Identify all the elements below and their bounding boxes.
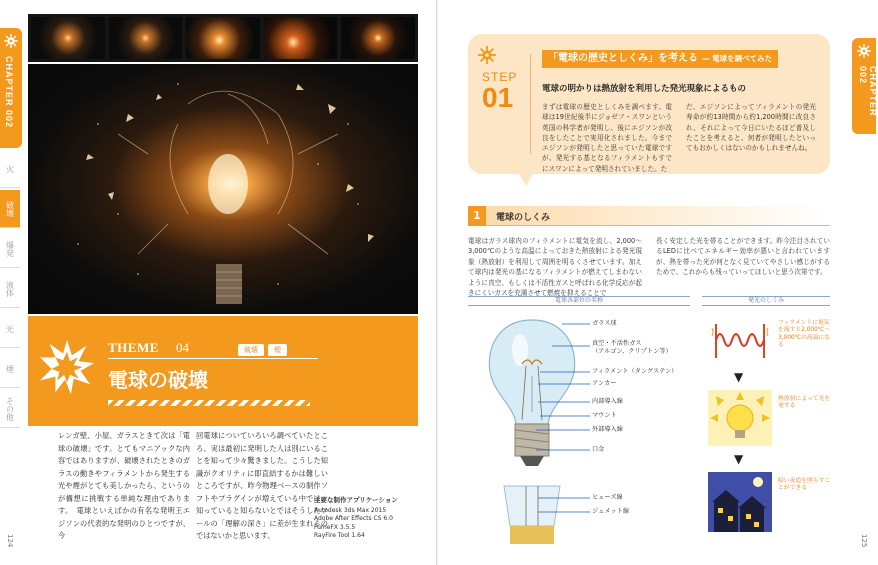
part-label-fuse: ヒューズ線 [592,494,623,501]
step-box [468,34,830,174]
app-item: Adobe After Effects CS 6.0 [314,515,393,523]
arrow-down-icon: ▼ [734,370,744,384]
section-header [468,206,830,226]
thumbnail-frame [109,17,183,59]
nav-item-liquid[interactable]: 液体 [0,270,20,308]
part-label-dumet: ジュメット線 [592,508,630,515]
thumbnail-frame [341,17,415,59]
page-number: 124 [6,533,14,547]
app-item: FumeFX 3.5.5 [314,523,356,531]
figure-header-parts: 電球各部位の名称 [468,296,690,306]
app-item: Autodesk 3ds Max 2015 [314,506,387,514]
step-text-col2: だ、エジソンによってフィラメントの発光寿命が約13時間から約1,200時間に改良され、それによって今日にいたるほど普及したことを考えると、何者が発明したといってもおかしくはないのかもしれませんね。 [686,103,816,153]
theme-number: 04 [176,340,189,355]
step-title-text: 「電球の歴史としくみ」を考える [548,53,698,64]
part-label-mount: マウント [592,412,617,419]
app-list [314,496,426,541]
body-text-col1: レンガ壁、小屋、ガラスときて次は「電球の破壊」です。とてもマニアックな内容ではありますが、破壊されたときのガラスの動きやフィラメントから発生する光や煙がとても美しかったら、というのが構想に挑戦する単純な理由であります。 電球といえばかの有名な発明王エジソンの代表的な発明のひとつですが、今 [58,431,190,540]
chapter-nav [0,28,22,548]
thumbnail-frame [186,17,260,59]
thumbnail-strip [28,14,418,62]
nav-item-other[interactable]: その他 [0,390,20,428]
figure-header-mechanism: 発光のしくみ [702,296,830,306]
left-page [0,0,438,565]
mechanism-step-1: フィラメントに電気を流すと2,000℃〜3,000℃の高温になる [778,320,831,349]
part-label-gas: 真空・不活性ガス （アルゴン、クリプトン等） [592,340,672,355]
night-houses-illustration [708,472,772,532]
part-label-outer-lead: 外部導入線 [592,426,623,433]
callout-lines [532,320,592,520]
gear-icon [857,44,871,58]
theme-title: 電球の破壊 [108,368,208,392]
step-title-sub: — 電球を調べてみた [702,54,773,63]
section-number: 1 [468,206,486,226]
nav-item-light[interactable]: 光 [0,310,20,348]
section-text-col1: 電球はガラス球内のフィラメントに電気を流し、2,000〜3,000℃のような高温によっておきた熱放射による発光現象（熱放射）を利用して周囲を明るくさせています。加えて球内は発光の基になるフィラメントが燃えてしまわないように真空、もしくは不活性ガスと呼ばれる化学反応が起きにくいガスを充満させて燃焼を抑えることで [468,237,642,298]
chapter-label: CHAPTER 002 [4,56,14,129]
step-number: 01 [482,82,514,113]
theme-header [28,316,418,426]
glowing-bulb-illustration [708,390,772,446]
theme-label: THEME [108,340,159,355]
app-list-header: 主要な制作アプリケーション [314,496,398,504]
section-label: 電球のしくみ [496,213,551,223]
section-text-col2: 長く安定した光を帯ることができます。昨今注目されているLEDに比べてエネルギー効率が悪いと言われていますが、熱を帯った光が何となく見ていてやさしい感じがするためで、これからも残っていってほしいと思う次第です。 [656,237,830,277]
tag-smoke[interactable]: 煙 [268,344,287,356]
tag-destruction[interactable]: 破壊 [238,344,264,356]
thumbnail-frame [264,17,338,59]
app-item: RayFire Tool 1.64 [314,532,365,540]
chapter-label: CHAPTER 002 [858,66,878,117]
part-label-filament: フィラメント（タングステン） [592,368,678,375]
theme-tags [238,344,287,356]
nav-item-destruction[interactable]: 破壊 [0,190,20,228]
part-label-anchor: アンカー [592,380,617,387]
step-label: STEP [482,70,518,84]
part-label-inner-lead: 内部導入線 [592,398,623,405]
filament-heat-illustration [708,318,772,364]
chapter-tab[interactable] [0,28,22,148]
nav-item-fire[interactable]: 火 [0,150,20,188]
step-subtitle: 電球の明かりは熱放射を利用した発光現象によるもの [542,84,747,94]
arrow-down-icon: ▼ [734,452,744,466]
right-page [438,0,876,565]
chapter-tab-right[interactable] [852,38,876,134]
nav-item-explosion[interactable]: 爆発 [0,230,20,268]
divider [530,54,531,154]
hazard-stripes [108,400,310,406]
gear-icon [478,46,496,64]
page-number: 125 [860,533,868,547]
body-text-col2: 回電球についていろいろ調べていたところ、実は最初に発明した人は別にいることを知って少々驚きました。こうした知識がクオリティに即直結するかは難しいところですが、昨今物理ベースの制作ソフトやプラグインが増えている中では、知っていると知らないとではそうしたツールの「理解の深さ」に差が生まれるのではないかと思います。 [196,431,328,540]
explosion-burst-icon [38,338,96,396]
step-title [542,50,778,68]
nav-item-smoke[interactable]: 煙 [0,350,20,388]
gear-icon [4,34,18,48]
hero-image-bulb-explosion [28,64,418,314]
divider [108,358,318,359]
shattering-bulb-illustration [28,64,418,314]
part-label-glass-bulb: ガラス球 [592,320,617,327]
thumbnail-frame [31,17,105,59]
mechanism-step-3: 暗い夜道を照らすことができる [778,478,831,492]
mechanism-step-2: 熱放射によって光を発する [778,396,831,410]
speech-tail [518,172,534,186]
step-text-col1: まずは電球の歴史としくみを調べます。電球は19世紀後半にジョゼフ・スワンという英国の科学者が発明し、後にエジソンが改良をしたことで実用化されました。今までエジソンが発明したと思っていた電球ですが、発光する基となるフィラメントもすでにスワンによって発明されていました。た [542,103,672,173]
part-label-base: 口金 [592,446,605,453]
